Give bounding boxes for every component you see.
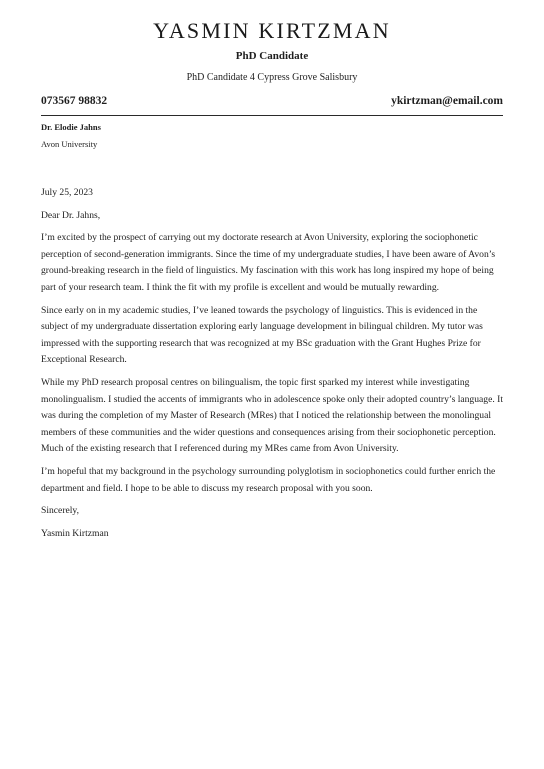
letter-body bbox=[41, 185, 504, 548]
contact-row bbox=[41, 94, 503, 108]
letter-paragraph: I’m excited by the prospect of carrying out my doctorate research at Avon University, exploring the sociophonetic perception of second-generation immigrants. Since the time of my undergraduate studies, I have been aware of Avon’s ground-breaking research in the field of linguistics. My fascination with this work has long inspired my hope of being part of your research team. I think the fit with my profile is excellent and would be mutually rewarding. bbox=[41, 232, 496, 293]
applicant-title: PhD Candidate bbox=[235, 50, 309, 62]
letter-paragraph: Since early on in my academic studies, I’ve leaned towards the psychology of linguistics. This is evidenced in the subject of my undergraduate dissertation exploring early language development in bilingual children. My tutor was impressed with the supporting research that was recognized at my BSc graduation with the Grant Hughes Prize for Exceptional Research. bbox=[41, 304, 483, 366]
recipient-name: Dr. Elodie Jahns bbox=[41, 122, 101, 132]
letter-closing: Sincerely, bbox=[41, 505, 80, 517]
applicant-name: YASMIN KIRTZMAN bbox=[153, 18, 391, 43]
letter-paragraph: While my PhD research proposal centres on bilingualism, the topic first sparked my interest while investigating monolingualism. I studied the accents of immigrants who in adolescence spoke only their adopted country’s language. It was during the completion of my Master of Research (MRes) that I noticed the relationship between the monolingual members of these communities and the wider questions and consequences arising from their sociophonetic perception. Much of the existing research that I referenced during my MRes came from Avon University. bbox=[41, 376, 503, 455]
letter-date: July 25, 2023 bbox=[41, 187, 93, 198]
letter-signature: Yasmin Kirtzman bbox=[41, 527, 109, 539]
applicant-address: PhD Candidate 4 Cypress Grove Salisbury bbox=[186, 72, 358, 83]
letter-salutation: Dear Dr. Jahns, bbox=[41, 209, 101, 221]
phone-number: 073567 98832 bbox=[41, 95, 108, 107]
recipient-organization: Avon University bbox=[41, 139, 98, 149]
letter-paragraph: I’m hopeful that my background in the psychology surrounding polyglotism in sociophonetics could further enrich the department and field. I hope to be able to discuss my research proposal with you soon. bbox=[41, 465, 496, 494]
header-divider bbox=[41, 115, 503, 116]
email-address: ykirtzman@email.com bbox=[391, 95, 503, 107]
